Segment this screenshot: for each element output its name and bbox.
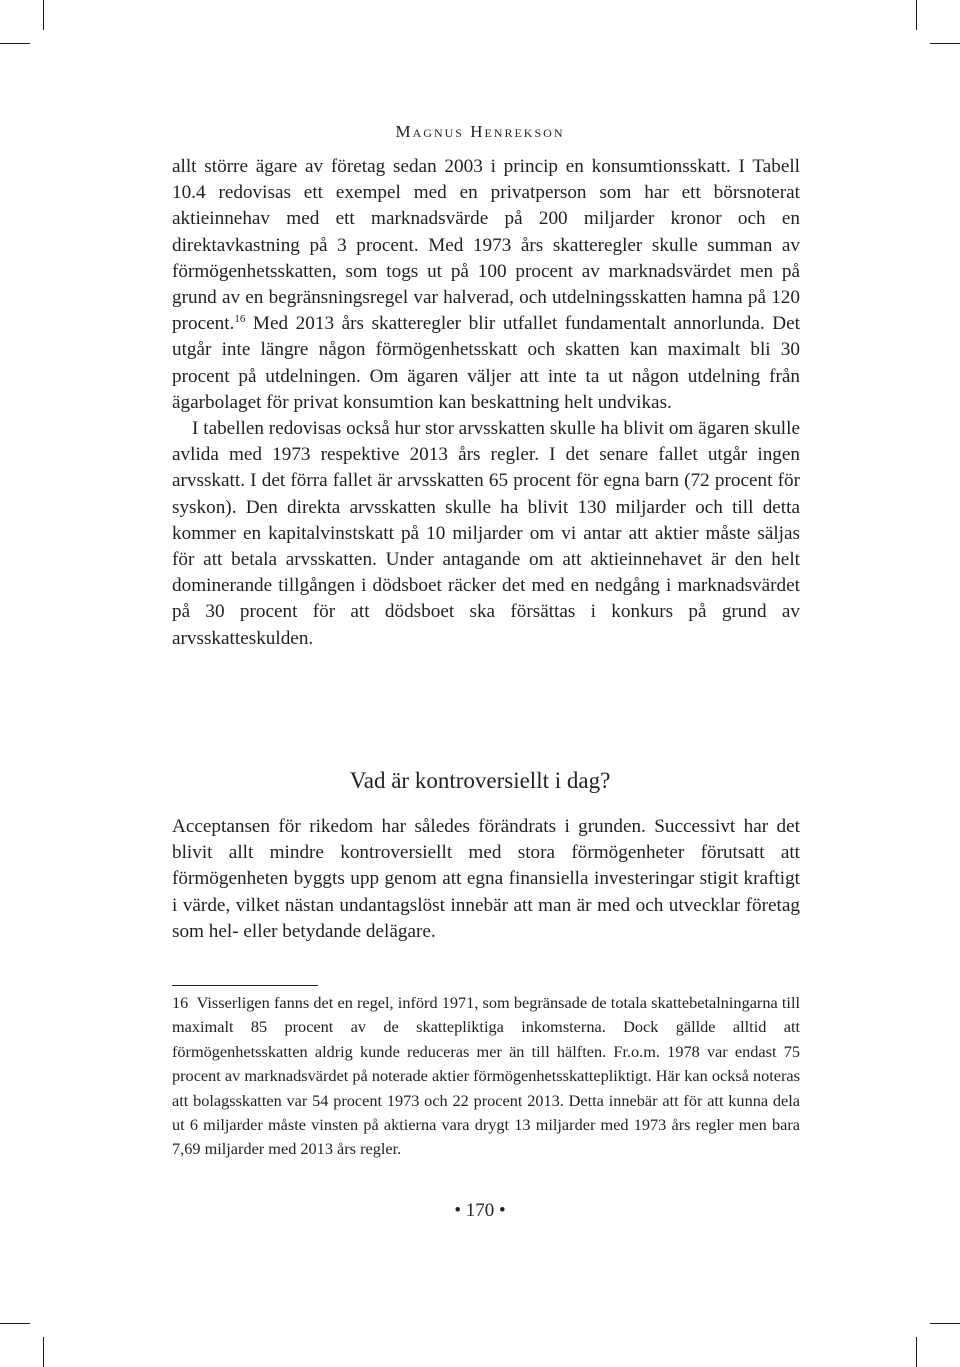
- running-head: Magnus Henrekson: [395, 122, 565, 141]
- footnote-number: 16: [172, 993, 189, 1012]
- footnote-ref[interactable]: 16: [234, 313, 246, 326]
- crop-mark-bottom-left-horizontal: [0, 1323, 30, 1324]
- footnote-text: Visserligen fanns det en regel, införd 1971, som begränsade de totala skattebetalningarna till maximalt 85 procent av de skattepliktiga inkomsterna. Dock gällde alltid att förmögenhetsskatten aldrig kunde reduceras mer än till hälften. Fr.o.m. 1978 var endast 75 procent av marknadsvärdet på noterade aktier förmögenhetsskattepliktigt. Här kan också noteras att bolagsskatten var 54 procent 1973 och 22 procent 2013. Detta innebär att för att kunna dela ut 6 miljarder måste vinsten på aktierna vara drygt 13 miljarder med 1973 års regler men bara 7,69 miljarder med 2013 års regler.: [172, 993, 800, 1159]
- paragraph-1-continued: Med 2013 års skatteregler blir utfallet fundamentalt annorlunda. Det utgår inte längre någon förmögenhetsskatt och skatten kan maximalt bli 30 procent på utdelningen. Om ägaren väljer att inte ta ut någon utdelning från ägarbolaget för privat konsumtion kan beskattning helt undvikas.: [172, 313, 800, 413]
- section-paragraph: Acceptansen för rikedom har således förändrats i grunden. Successivt har det blivit allt mindre kontroversiellt med stora förmögenheter förutsatt att förmögenheten byggts upp genom att egna finansiella investeringar stigit kraftigt i värde, vilket nästan undantagslöst innebär att man är med och utvecklar företag som hel- eller betydande delägare.: [172, 816, 800, 942]
- paragraph-1: [172, 154, 800, 416]
- crop-mark-top-left-vertical: [43, 0, 44, 30]
- section-heading: Vad är kontroversiellt i dag?: [349, 768, 611, 793]
- footnote-divider: [172, 985, 318, 986]
- page-number: • 170 •: [454, 1200, 506, 1221]
- crop-mark-bottom-left-vertical: [43, 1337, 44, 1367]
- body-text: [172, 154, 800, 652]
- crop-mark-top-right-vertical: [916, 0, 917, 30]
- crop-mark-bottom-right-vertical: [916, 1337, 917, 1367]
- crop-mark-top-left-horizontal: [0, 43, 30, 44]
- paragraph-1-text: allt större ägare av företag sedan 2003 i princip en konsumtionsskatt. I Tabell 10.4 redovisas ett exempel med en privatperson som har ett börsnoterat aktieinnehav med ett marknadsvärde på 200 miljarder kronor och en direktavkastning på 3 procent. Med 1973 års skatteregler skulle summan av förmögenhetsskatten, som togs ut på 100 procent av marknadsvärdet men på grund av en begränsningsregel var halverad, och utdelningsskatten hamna på 120 procent.: [172, 156, 800, 335]
- paragraph-2: I tabellen redovisas också hur stor arvsskatten skulle ha blivit om ägaren skulle avlida med 1973 respektive 2013 års regler. I det senare fallet utgår ingen arvsskatt. I det förra fallet är arvsskatten 65 procent för egna barn (72 procent för syskon). Den direkta arvsskatten skulle ha blivit 130 miljarder och till detta kommer en kapitalvinstskatt på 10 miljarder om vi antar att aktier måste säljas för att betala arvsskatten. Under antagande om att aktieinnehavet är den helt dominerande tillgången i dödsboet räcker det med en nedgång i marknadsvärdet på 30 procent för att dödsboet ska försättas i konkurs på grund av arvsskatteskulden.: [172, 418, 800, 649]
- crop-mark-bottom-right-horizontal: [930, 1323, 960, 1324]
- crop-mark-top-right-horizontal: [930, 43, 960, 44]
- footnote-16: [172, 991, 800, 1162]
- section-body: [172, 814, 800, 945]
